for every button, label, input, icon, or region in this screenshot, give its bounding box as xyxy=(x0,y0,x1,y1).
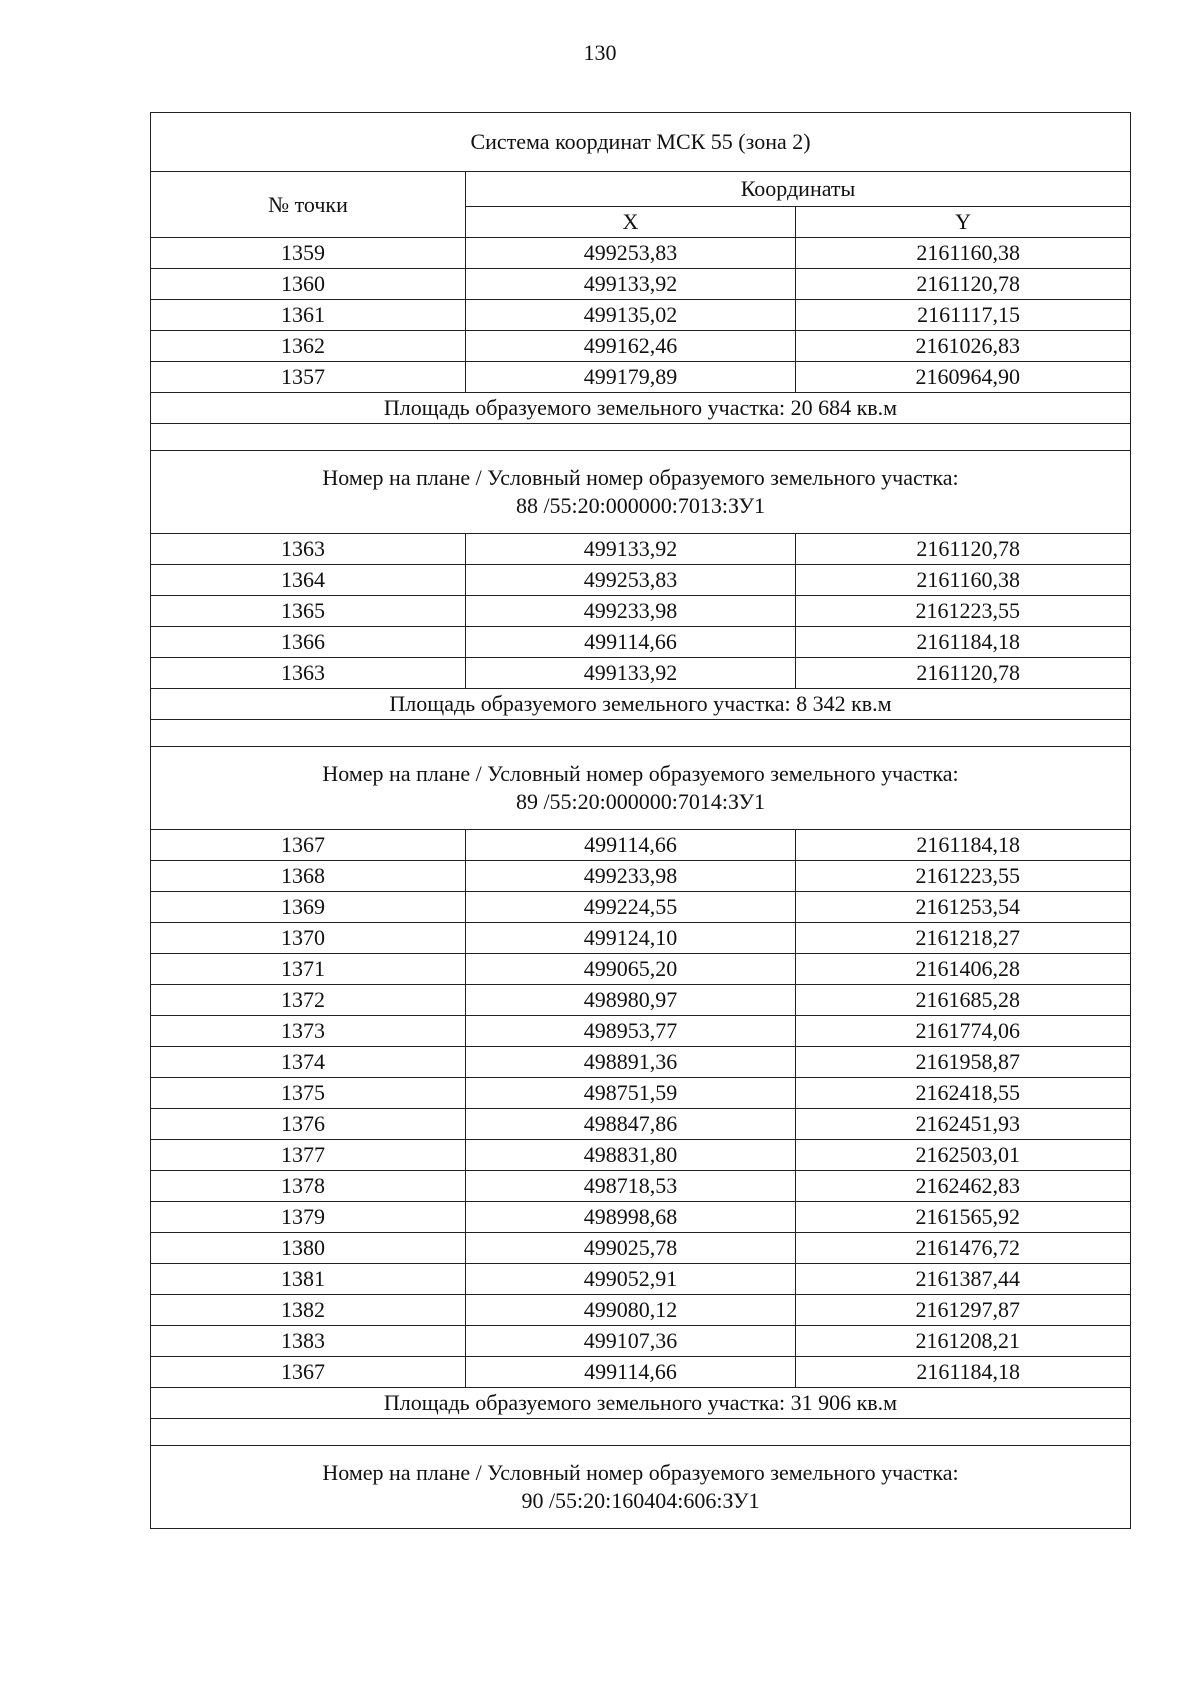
coordinate-x: 498831,80 xyxy=(466,1140,796,1171)
coordinates-header: Координаты xyxy=(466,172,1131,207)
coordinate-y: 2161208,21 xyxy=(796,1326,1131,1357)
coordinate-y: 2161184,18 xyxy=(796,830,1131,861)
coordinate-y: 2161958,87 xyxy=(796,1047,1131,1078)
point-number: 1367 xyxy=(151,830,466,861)
table-row xyxy=(151,1357,1131,1388)
spacer-row xyxy=(151,424,1131,451)
table-row xyxy=(151,892,1131,923)
point-number: 1372 xyxy=(151,985,466,1016)
plot-header-row xyxy=(151,747,1131,830)
point-number: 1370 xyxy=(151,923,466,954)
coordinate-x: 498980,97 xyxy=(466,985,796,1016)
coordinate-x: 499114,66 xyxy=(466,627,796,658)
point-number: 1368 xyxy=(151,861,466,892)
area-row xyxy=(151,393,1131,424)
coordinate-y: 2162418,55 xyxy=(796,1078,1131,1109)
table-row xyxy=(151,300,1131,331)
table-row xyxy=(151,362,1131,393)
page-number: 130 xyxy=(583,40,617,65)
coordinate-x: 498847,86 xyxy=(466,1109,796,1140)
coordinate-y: 2161120,78 xyxy=(796,269,1131,300)
coordinate-y: 2161218,27 xyxy=(796,923,1131,954)
plot-area: Площадь образуемого земельного участка: 8 342 кв.м xyxy=(151,689,1131,720)
point-number: 1357 xyxy=(151,362,466,393)
coordinate-y: 2161406,28 xyxy=(796,954,1131,985)
coordinate-y: 2161223,55 xyxy=(796,596,1131,627)
header-row xyxy=(151,172,1131,207)
table-row xyxy=(151,1264,1131,1295)
coordinate-y: 2161160,38 xyxy=(796,565,1131,596)
table-row xyxy=(151,1326,1131,1357)
point-number: 1361 xyxy=(151,300,466,331)
table-row xyxy=(151,1233,1131,1264)
coordinate-x: 499025,78 xyxy=(466,1233,796,1264)
spacer-row xyxy=(151,1419,1131,1446)
coordinate-x: 499133,92 xyxy=(466,534,796,565)
y-header: Y xyxy=(796,207,1131,238)
coordinate-y: 2161026,83 xyxy=(796,331,1131,362)
table-row xyxy=(151,331,1131,362)
coordinate-x: 499114,66 xyxy=(466,1357,796,1388)
plot-area: Площадь образуемого земельного участка: 31 906 кв.м xyxy=(151,1388,1131,1419)
point-number: 1374 xyxy=(151,1047,466,1078)
coordinate-y: 2161297,87 xyxy=(796,1295,1131,1326)
coordinate-x: 499133,92 xyxy=(466,269,796,300)
point-number: 1365 xyxy=(151,596,466,627)
coordinate-y: 2161223,55 xyxy=(796,861,1131,892)
coordinate-y: 2161387,44 xyxy=(796,1264,1131,1295)
spacer-cell xyxy=(151,720,1131,747)
point-number: 1383 xyxy=(151,1326,466,1357)
point-number: 1367 xyxy=(151,1357,466,1388)
table-row xyxy=(151,1295,1131,1326)
coordinate-y: 2161685,28 xyxy=(796,985,1131,1016)
table-row xyxy=(151,596,1131,627)
coordinate-x: 498718,53 xyxy=(466,1171,796,1202)
coordinate-y: 2162462,83 xyxy=(796,1171,1131,1202)
point-number: 1371 xyxy=(151,954,466,985)
coordinate-y: 2162451,93 xyxy=(796,1109,1131,1140)
coordinate-x: 499233,98 xyxy=(466,861,796,892)
coordinate-x: 498891,36 xyxy=(466,1047,796,1078)
table-row xyxy=(151,1202,1131,1233)
x-header: X xyxy=(466,207,796,238)
area-row xyxy=(151,1388,1131,1419)
spacer-cell xyxy=(151,424,1131,451)
coordinate-x: 498953,77 xyxy=(466,1016,796,1047)
coordinates-table xyxy=(150,112,1131,1529)
coordinate-y: 2161774,06 xyxy=(796,1016,1131,1047)
point-number: 1380 xyxy=(151,1233,466,1264)
point-number: 1375 xyxy=(151,1078,466,1109)
point-number: 1382 xyxy=(151,1295,466,1326)
point-number: 1377 xyxy=(151,1140,466,1171)
coordinate-x: 499124,10 xyxy=(466,923,796,954)
coordinate-x: 499224,55 xyxy=(466,892,796,923)
table-row xyxy=(151,658,1131,689)
table-row xyxy=(151,238,1131,269)
table-row xyxy=(151,1016,1131,1047)
coordinate-y: 2162503,01 xyxy=(796,1140,1131,1171)
coordinate-x: 499135,02 xyxy=(466,300,796,331)
table-row xyxy=(151,1047,1131,1078)
coordinate-x: 499052,91 xyxy=(466,1264,796,1295)
plot-id: 88 /55:20:000000:7013:ЗУ1 xyxy=(515,493,766,518)
area-row xyxy=(151,689,1131,720)
plot-header-cell xyxy=(151,747,1131,830)
coordinate-x: 499080,12 xyxy=(466,1295,796,1326)
coordinate-y: 2161120,78 xyxy=(796,658,1131,689)
coordinate-x: 499114,66 xyxy=(466,830,796,861)
table-row xyxy=(151,861,1131,892)
coordinate-x: 499065,20 xyxy=(466,954,796,985)
point-number-header: № точки xyxy=(151,172,466,238)
table-row xyxy=(151,830,1131,861)
coordinate-y: 2161565,92 xyxy=(796,1202,1131,1233)
table-row xyxy=(151,923,1131,954)
coordinate-y: 2161120,78 xyxy=(796,534,1131,565)
point-number: 1359 xyxy=(151,238,466,269)
point-number: 1376 xyxy=(151,1109,466,1140)
coordinate-y: 2161476,72 xyxy=(796,1233,1131,1264)
table-row xyxy=(151,269,1131,300)
point-number: 1360 xyxy=(151,269,466,300)
point-number: 1381 xyxy=(151,1264,466,1295)
coordinate-x: 499162,46 xyxy=(466,331,796,362)
table-row xyxy=(151,954,1131,985)
point-number: 1362 xyxy=(151,331,466,362)
coordinate-y: 2160964,90 xyxy=(796,362,1131,393)
plot-label: Номер на плане / Условный номер образуемого земельного участка: xyxy=(322,761,959,786)
table-row xyxy=(151,1140,1131,1171)
table-row xyxy=(151,534,1131,565)
coordinate-x: 499233,98 xyxy=(466,596,796,627)
point-number: 1363 xyxy=(151,534,466,565)
plot-header-row xyxy=(151,1446,1131,1529)
plot-header-cell xyxy=(151,451,1131,534)
point-number: 1366 xyxy=(151,627,466,658)
plot-id: 89 /55:20:000000:7014:ЗУ1 xyxy=(515,789,766,814)
coordinate-x: 498751,59 xyxy=(466,1078,796,1109)
coordinate-y: 2161184,18 xyxy=(796,627,1131,658)
coordinate-x: 499179,89 xyxy=(466,362,796,393)
coordinate-system-title: Система координат МСК 55 (зона 2) xyxy=(151,113,1131,172)
coordinate-y: 2161184,18 xyxy=(796,1357,1131,1388)
table-row xyxy=(151,985,1131,1016)
table-row xyxy=(151,1078,1131,1109)
coordinate-x: 498998,68 xyxy=(466,1202,796,1233)
plot-header-row xyxy=(151,451,1131,534)
table-row xyxy=(151,1109,1131,1140)
table-title-row xyxy=(151,113,1131,172)
table-row xyxy=(151,627,1131,658)
point-number: 1378 xyxy=(151,1171,466,1202)
coordinate-x: 499253,83 xyxy=(466,238,796,269)
plot-label: Номер на плане / Условный номер образуемого земельного участка: xyxy=(322,1460,959,1485)
point-number: 1373 xyxy=(151,1016,466,1047)
coordinate-y: 2161253,54 xyxy=(796,892,1131,923)
coordinate-y: 2161160,38 xyxy=(796,238,1131,269)
plot-label: Номер на плане / Условный номер образуемого земельного участка: xyxy=(322,465,959,490)
table-row xyxy=(151,1171,1131,1202)
table-row xyxy=(151,565,1131,596)
coordinate-x: 499133,92 xyxy=(466,658,796,689)
point-number: 1363 xyxy=(151,658,466,689)
coordinate-x: 499107,36 xyxy=(466,1326,796,1357)
spacer-cell xyxy=(151,1419,1131,1446)
point-number: 1379 xyxy=(151,1202,466,1233)
plot-header-cell xyxy=(151,1446,1131,1529)
spacer-row xyxy=(151,720,1131,747)
coordinate-x: 499253,83 xyxy=(466,565,796,596)
plot-area: Площадь образуемого земельного участка: 20 684 кв.м xyxy=(151,393,1131,424)
plot-id: 90 /55:20:160404:606:ЗУ1 xyxy=(521,1488,760,1513)
point-number: 1364 xyxy=(151,565,466,596)
coordinate-y: 2161117,15 xyxy=(796,300,1131,331)
point-number: 1369 xyxy=(151,892,466,923)
